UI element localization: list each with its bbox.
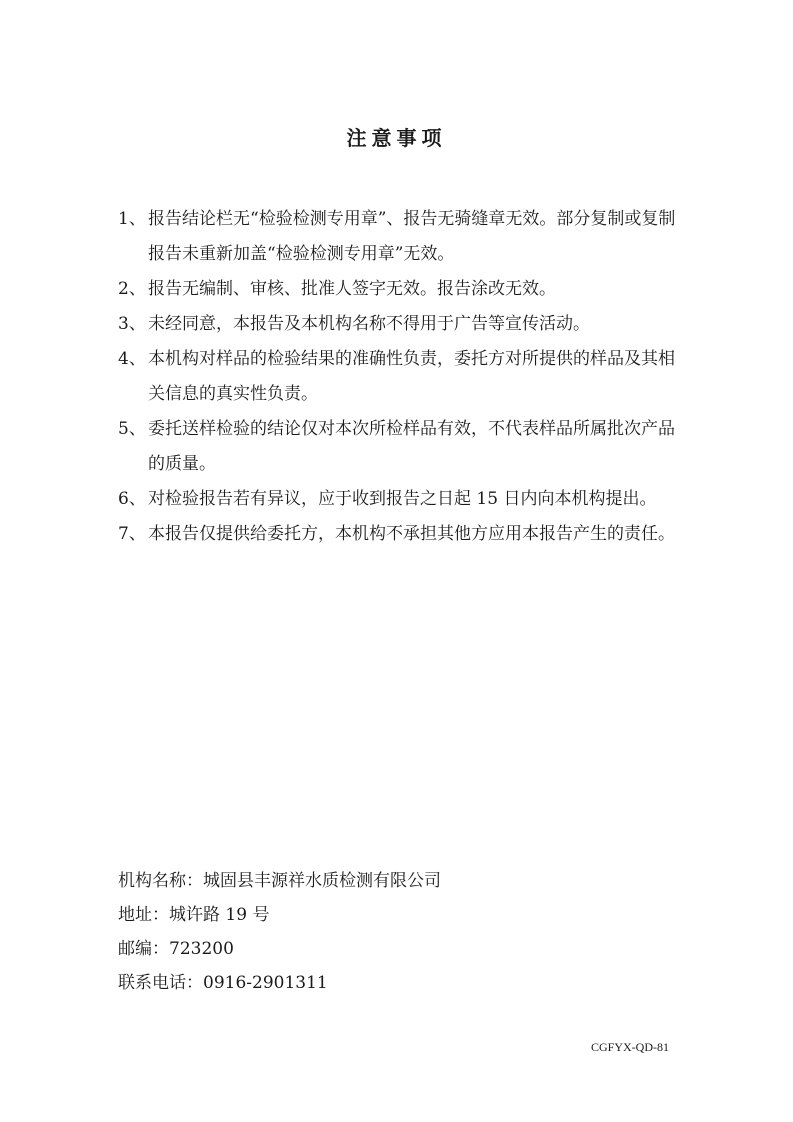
notice-item: [118, 482, 698, 517]
notice-item: [118, 412, 698, 482]
notice-list: [118, 202, 698, 552]
address-line: [118, 898, 441, 932]
org-name-line: [118, 864, 441, 898]
notice-number: 5、: [118, 419, 146, 439]
notice-text: 委托送样检验的结论仅对本次所检样品有效，不代表样品所属批次产品的质量。: [148, 419, 675, 474]
notice-number: 4、: [118, 349, 146, 369]
notice-number: 2、: [118, 279, 146, 299]
page-title: 注意事项: [346, 126, 447, 150]
address-value: 城许路 19 号: [169, 905, 270, 925]
notice-item: [118, 307, 698, 342]
notice-text: 本机构对样品的检验结果的准确性负责，委托方对所提供的样品及其相关信息的真实性负责。: [148, 349, 675, 404]
notice-item: [118, 517, 698, 552]
org-name-label: 机构名称：: [118, 871, 203, 891]
phone-value: 0916-2901311: [203, 973, 328, 993]
phone-line: [118, 966, 441, 1000]
phone-label: 联系电话：: [118, 973, 203, 993]
notice-item: [118, 272, 698, 307]
notice-item: [118, 342, 698, 412]
address-label: 地址：: [118, 905, 169, 925]
postcode-line: [118, 932, 441, 966]
notice-text: 本报告仅提供给委托方，本机构不承担其他方应用本报告产生的责任。: [148, 524, 675, 544]
document-code: CGFYX-QD-81: [591, 1040, 669, 1054]
notice-text: 对检验报告若有异议，应于收到报告之日起 15 日内向本机构提出。: [148, 489, 657, 509]
postcode-label: 邮编：: [118, 939, 169, 959]
notice-number: 6、: [118, 489, 146, 509]
notice-text: 报告结论栏无“检验检测专用章”、报告无骑缝章无效。部分复制或复制报告未重新加盖“检验检测专用章”无效。: [148, 209, 676, 264]
notice-item: [118, 202, 698, 272]
notice-number: 1、: [118, 209, 146, 229]
contact-info: [118, 864, 441, 1000]
notice-number: 7、: [118, 524, 146, 544]
notice-number: 3、: [118, 314, 146, 334]
notice-text: 报告无编制、审核、批准人签字无效。报告涂改无效。: [148, 279, 556, 299]
org-name-value: 城固县丰源祥水质检测有限公司: [203, 871, 441, 891]
notice-text: 未经同意，本报告及本机构名称不得用于广告等宣传活动。: [148, 314, 590, 334]
postcode-value: 723200: [169, 939, 234, 959]
